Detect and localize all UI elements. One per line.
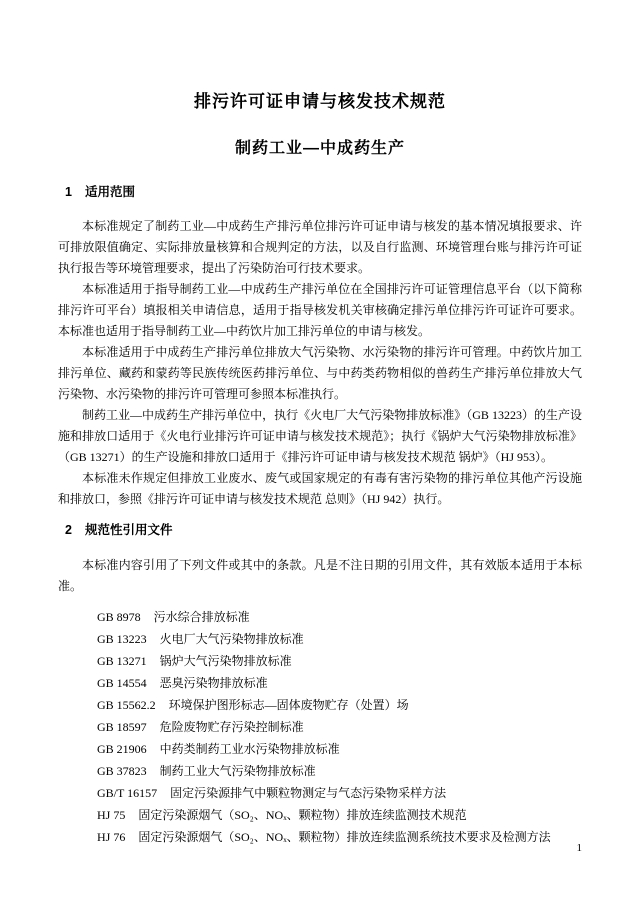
section-1-heading — [58, 184, 582, 201]
reference-code: GB 18597 — [97, 720, 147, 734]
reference-item — [58, 672, 582, 694]
reference-item — [58, 650, 582, 672]
reference-title: 污水综合排放标准 — [153, 610, 250, 624]
reference-item — [58, 782, 582, 804]
reference-code: GB/T 16157 — [97, 786, 158, 800]
paragraph: 本标准适用于指导制药工业—中成药生产排污单位在全国排污许可证管理信息平台（以下简称排污许可平台）填报相关申请信息，适用于指导核发机关审核确定排污单位排污许可证许可要求。本标准也适用于指导制药工业—中药饮片加工排污单位的申请与核发。 — [58, 282, 582, 338]
reference-title: 恶臭污染物排放标准 — [159, 676, 268, 690]
reference-code: GB 15562.2 — [97, 698, 156, 712]
reference-title: 中药类制药工业水污染物排放标准 — [159, 742, 340, 756]
paragraph: 本标准未作规定但排放工业废水、废气或国家规定的有毒有害污染物的排污单位其他产污设施和排放口，参照《排污许可证申请与核发技术规范 总则》（HJ 942）执行。 — [58, 471, 582, 506]
reference-title: 固定污染源烟气（SO₂、NOₓ、颗粒物）排放连续监测系统技术要求及检测方法 — [138, 830, 551, 844]
references-intro: 本标准内容引用了下列文件或其中的条款。凡是不注日期的引用文件，其有效版本适用于本标准。 — [58, 558, 582, 593]
reference-item — [58, 716, 582, 738]
reference-item — [58, 760, 582, 782]
paragraph: 制药工业—中成药生产排污单位中，执行《火电厂大气污染物排放标准》（GB 13223）的生产设施和排放口适用于《火电行业排污许可证申请与核发技术规范》；执行《锅炉大气污染物排放标准》（GB 13271）的生产设施和排放口适用于《排污许可证申请与核发技术规范 锅炉》（HJ 953）。 — [58, 408, 582, 464]
section-2-title: 规范性引用文件 — [84, 523, 173, 537]
reference-title: 固定污染源排气中颗粒物测定与气态污染物采样方法 — [170, 786, 447, 800]
document-subtitle: 制药工业—中成药生产 — [234, 140, 405, 157]
reference-title: 火电厂大气污染物排放标准 — [159, 632, 304, 646]
reference-item — [58, 738, 582, 760]
reference-title: 固定污染源烟气（SO₂、NOₓ、颗粒物）排放连续监测技术规范 — [138, 808, 467, 822]
document-title: 排污许可证申请与核发技术规范 — [194, 92, 446, 111]
reference-code: GB 8978 — [97, 610, 141, 624]
section-2-intro-block — [58, 555, 582, 597]
reference-title: 锅炉大气污染物排放标准 — [159, 654, 292, 668]
reference-code: GB 14554 — [97, 676, 147, 690]
reference-code: HJ 75 — [97, 808, 126, 822]
reference-code: GB 37823 — [97, 764, 147, 778]
section-1-body — [58, 216, 582, 510]
reference-item — [58, 628, 582, 650]
paragraph: 本标准规定了制药工业—中成药生产排污单位排污许可证申请与核发的基本情况填报要求、许可排放限值确定、实际排放量核算和合规判定的方法，以及自行监测、环境管理台账与排污许可证执行报告等环境管理要求，提出了污染防治可行技术要求。 — [58, 219, 582, 275]
paragraph: 本标准适用于中成药生产排污单位排放大气污染物、水污染物的排污许可管理。中药饮片加工排污单位、藏药和蒙药等民族传统医药排污单位、与中药类药物相似的兽药生产排污单位排放大气污染物、水污染物的排污许可管理可参照本标准执行。 — [58, 345, 582, 401]
page-number: 1 — [576, 842, 582, 854]
reference-title: 环境保护图形标志—固体废物贮存（处置）场 — [168, 698, 409, 712]
reference-item — [58, 694, 582, 716]
reference-title: 危险废物贮存污染控制标准 — [159, 720, 304, 734]
reference-code: GB 13271 — [97, 654, 147, 668]
section-2-heading — [58, 522, 582, 539]
reference-item — [58, 804, 582, 826]
references-list — [58, 606, 582, 848]
page-content — [0, 90, 640, 848]
reference-code: HJ 76 — [97, 830, 126, 844]
reference-item — [58, 606, 582, 628]
section-2-number: 2 — [65, 523, 72, 537]
section-1-number: 1 — [65, 185, 72, 199]
reference-title: 制药工业大气污染物排放标准 — [159, 764, 316, 778]
reference-item — [58, 826, 582, 848]
reference-code: GB 21906 — [97, 742, 147, 756]
reference-code: GB 13223 — [97, 632, 147, 646]
section-1-title: 适用范围 — [84, 185, 135, 199]
